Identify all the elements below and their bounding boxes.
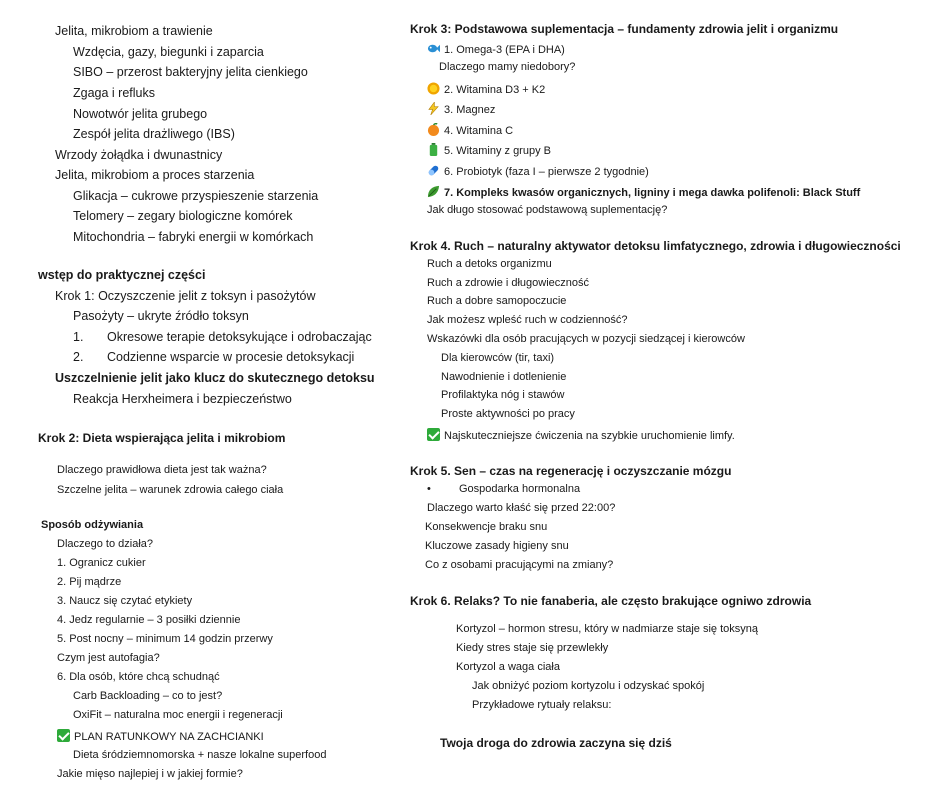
toc-item-label: 3. Magnez xyxy=(444,104,496,116)
toc-item[interactable]: Jak długo stosować podstawową suplementację? xyxy=(427,204,668,216)
toc-item[interactable]: Krok 1: Oczyszczenie jelit z toksyn i pasożytów xyxy=(55,289,316,303)
list-bullet: • xyxy=(427,483,431,495)
section-heading[interactable]: Sposób odżywiania xyxy=(41,519,144,531)
toc-item[interactable]: 4. Jedz regularnie – 3 posiłki dziennie xyxy=(57,614,241,626)
toc-item[interactable]: Jelita, mikrobiom a trawienie xyxy=(55,24,213,38)
toc-item[interactable] xyxy=(427,164,649,178)
list-number: 1. xyxy=(73,330,84,344)
toc-item[interactable]: Jelita, mikrobiom a proces starzenia xyxy=(55,168,255,182)
toc-item[interactable] xyxy=(57,729,264,743)
toc-item[interactable]: Przykładowe rytuały relaksu: xyxy=(472,699,612,711)
toc-item[interactable]: Pasożyty – ukryte źródło toksyn xyxy=(73,309,249,323)
section-heading[interactable]: wstęp do praktycznej części xyxy=(38,268,206,282)
toc-item[interactable]: SIBO – przerost bakteryjny jelita cienkiego xyxy=(73,65,308,79)
toc-item[interactable]: OxiFit – naturalna moc energii i regeneracji xyxy=(73,709,283,721)
pill-icon xyxy=(427,164,440,177)
check-mark-icon xyxy=(57,729,70,742)
toc-item-label: 2. Witamina D3 + K2 xyxy=(444,84,546,96)
toc-item-label: Codzienne wsparcie w procesie detoksykacji xyxy=(107,350,355,364)
toc-item-label: Najskuteczniejsze ćwiczenia na szybkie uruchomienie limfy. xyxy=(444,430,735,442)
fish-icon xyxy=(427,42,440,55)
leaf-icon xyxy=(427,185,440,198)
toc-item[interactable]: Proste aktywności po pracy xyxy=(441,408,575,420)
sun-icon xyxy=(427,82,440,95)
toc-item[interactable]: Czym jest autofagia? xyxy=(57,652,160,664)
toc-item[interactable]: Ruch a zdrowie i długowieczność xyxy=(427,277,590,289)
toc-item[interactable] xyxy=(427,82,545,96)
toc-item[interactable]: Glikacja – cukrowe przyspieszenie starzenia xyxy=(73,189,319,203)
toc-item[interactable]: Dlaczego mamy niedobory? xyxy=(439,61,576,73)
toc-item[interactable]: Zgaga i refluks xyxy=(73,86,155,100)
toc-item-label: 6. Probiotyk (faza I – pierwsze 2 tygodnie) xyxy=(444,166,649,178)
toc-item[interactable]: Kortyzol a waga ciała xyxy=(456,661,560,673)
toc-item[interactable]: Nawodnienie i dotlenienie xyxy=(441,371,567,383)
toc-item[interactable]: Profilaktyka nóg i stawów xyxy=(441,389,565,401)
toc-item[interactable]: Wrzody żołądka i dwunastnicy xyxy=(55,148,223,162)
toc-item-label: 5. Witaminy z grupy B xyxy=(444,145,551,157)
toc-item-label: Okresowe terapie detoksykujące i odrobaczając xyxy=(107,330,372,344)
toc-item[interactable]: Nowotwór jelita grubego xyxy=(73,107,208,121)
section-heading[interactable]: Krok 2: Dieta wspierająca jelita i mikrobiom xyxy=(38,431,286,445)
toc-item[interactable] xyxy=(73,331,372,344)
toc-item[interactable]: Konsekwencje braku snu xyxy=(425,521,548,533)
toc-item[interactable]: Telomery – zegary biologiczne komórek xyxy=(73,209,293,223)
toc-item-label: 7. Kompleks kwasów organicznych, ligniny i mega dawka polifenoli: Black Stuff xyxy=(444,187,861,199)
toc-item[interactable]: Co z osobami pracującymi na zmiany? xyxy=(425,559,614,571)
toc-item-label: PLAN RATUNKOWY NA ZACHCIANKI xyxy=(74,731,264,743)
toc-item[interactable]: Ruch a dobre samopoczucie xyxy=(427,295,567,307)
orange-fruit-icon xyxy=(427,123,440,136)
toc-item[interactable]: Wskazówki dla osób pracujących w pozycji siedzącej i kierowców xyxy=(427,333,745,345)
toc-item[interactable]: Kluczowe zasady higieny snu xyxy=(425,540,569,552)
toc-item[interactable] xyxy=(73,351,354,364)
toc-item[interactable]: Ruch a detoks organizmu xyxy=(427,258,552,270)
section-heading[interactable]: Krok 3: Podstawowa suplementacja – fundamenty zdrowia jelit i organizmu xyxy=(410,22,839,36)
toc-item-label: 4. Witamina C xyxy=(444,125,514,137)
section-heading[interactable]: Krok 6. Relaks? To nie fanaberia, ale często brakujące ogniwo zdrowia xyxy=(410,594,812,608)
toc-item[interactable]: Carb Backloading – co to jest? xyxy=(73,690,223,702)
toc-item[interactable] xyxy=(427,123,513,137)
toc-item[interactable]: 5. Post nocny – minimum 14 godzin przerwy xyxy=(57,633,273,645)
toc-item[interactable]: 3. Naucz się czytać etykiety xyxy=(57,595,193,607)
toc-item[interactable]: Dieta śródziemnomorska + nasze lokalne superfood xyxy=(73,749,327,761)
closing-heading[interactable]: Twoja droga do zdrowia zaczyna się dziś xyxy=(440,736,672,750)
toc-item[interactable]: 2. Pij mądrze xyxy=(57,576,122,588)
toc-item[interactable]: Mitochondria – fabryki energii w komórkach xyxy=(73,230,314,244)
toc-item[interactable]: Reakcja Herxheimera i bezpieczeństwo xyxy=(73,392,292,406)
toc-item[interactable]: Kiedy stres staje się przewlekły xyxy=(456,642,609,654)
toc-item[interactable] xyxy=(427,484,580,495)
toc-item[interactable] xyxy=(427,42,565,56)
toc-item[interactable]: Dlaczego warto kłaść się przed 22:00? xyxy=(427,502,616,514)
toc-item[interactable]: Zespół jelita drażliwego (IBS) xyxy=(73,127,235,141)
toc-item[interactable]: 6. Dla osób, które chcą schudnąć xyxy=(57,671,220,683)
toc-item[interactable]: Dlaczego prawidłowa dieta jest tak ważna? xyxy=(57,464,267,476)
toc-item[interactable]: Dla kierowców (tir, taxi) xyxy=(441,352,555,364)
toc-item[interactable]: Jak obniżyć poziom kortyzolu i odzyskać spokój xyxy=(472,680,705,692)
check-mark-icon xyxy=(427,428,440,441)
lightning-icon xyxy=(427,102,440,115)
toc-item-label: 1. Omega-3 (EPA i DHA) xyxy=(444,44,565,56)
toc-item[interactable] xyxy=(427,143,551,157)
toc-item-label: Gospodarka hormonalna xyxy=(459,483,581,495)
toc-item-bold[interactable]: Uszczelnienie jelit jako klucz do skutecznego detoksu xyxy=(55,371,375,385)
toc-item[interactable]: Kortyzol – hormon stresu, który w nadmiarze staje się toksyną xyxy=(456,623,759,635)
toc-item[interactable] xyxy=(427,102,495,116)
toc-item-bold[interactable] xyxy=(427,185,860,199)
toc-item[interactable]: Wzdęcia, gazy, biegunki i zaparcia xyxy=(73,45,264,59)
toc-item[interactable] xyxy=(427,428,735,442)
toc-item[interactable]: Jakie mięso najlepiej i w jakiej formie? xyxy=(57,768,243,780)
toc-item[interactable]: Jak możesz wpleść ruch w codzienność? xyxy=(427,314,628,326)
battery-icon xyxy=(427,143,440,156)
section-heading[interactable]: Krok 4. Ruch – naturalny aktywator detoksu limfatycznego, zdrowia i długowieczności xyxy=(410,239,901,253)
toc-item[interactable]: 1. Ogranicz cukier xyxy=(57,557,146,569)
list-number: 2. xyxy=(73,350,84,364)
section-heading[interactable]: Krok 5. Sen – czas na regenerację i oczyszczanie mózgu xyxy=(410,464,732,478)
toc-item[interactable]: Dlaczego to działa? xyxy=(57,538,154,550)
toc-item[interactable]: Szczelne jelita – warunek zdrowia całego ciała xyxy=(57,484,284,496)
